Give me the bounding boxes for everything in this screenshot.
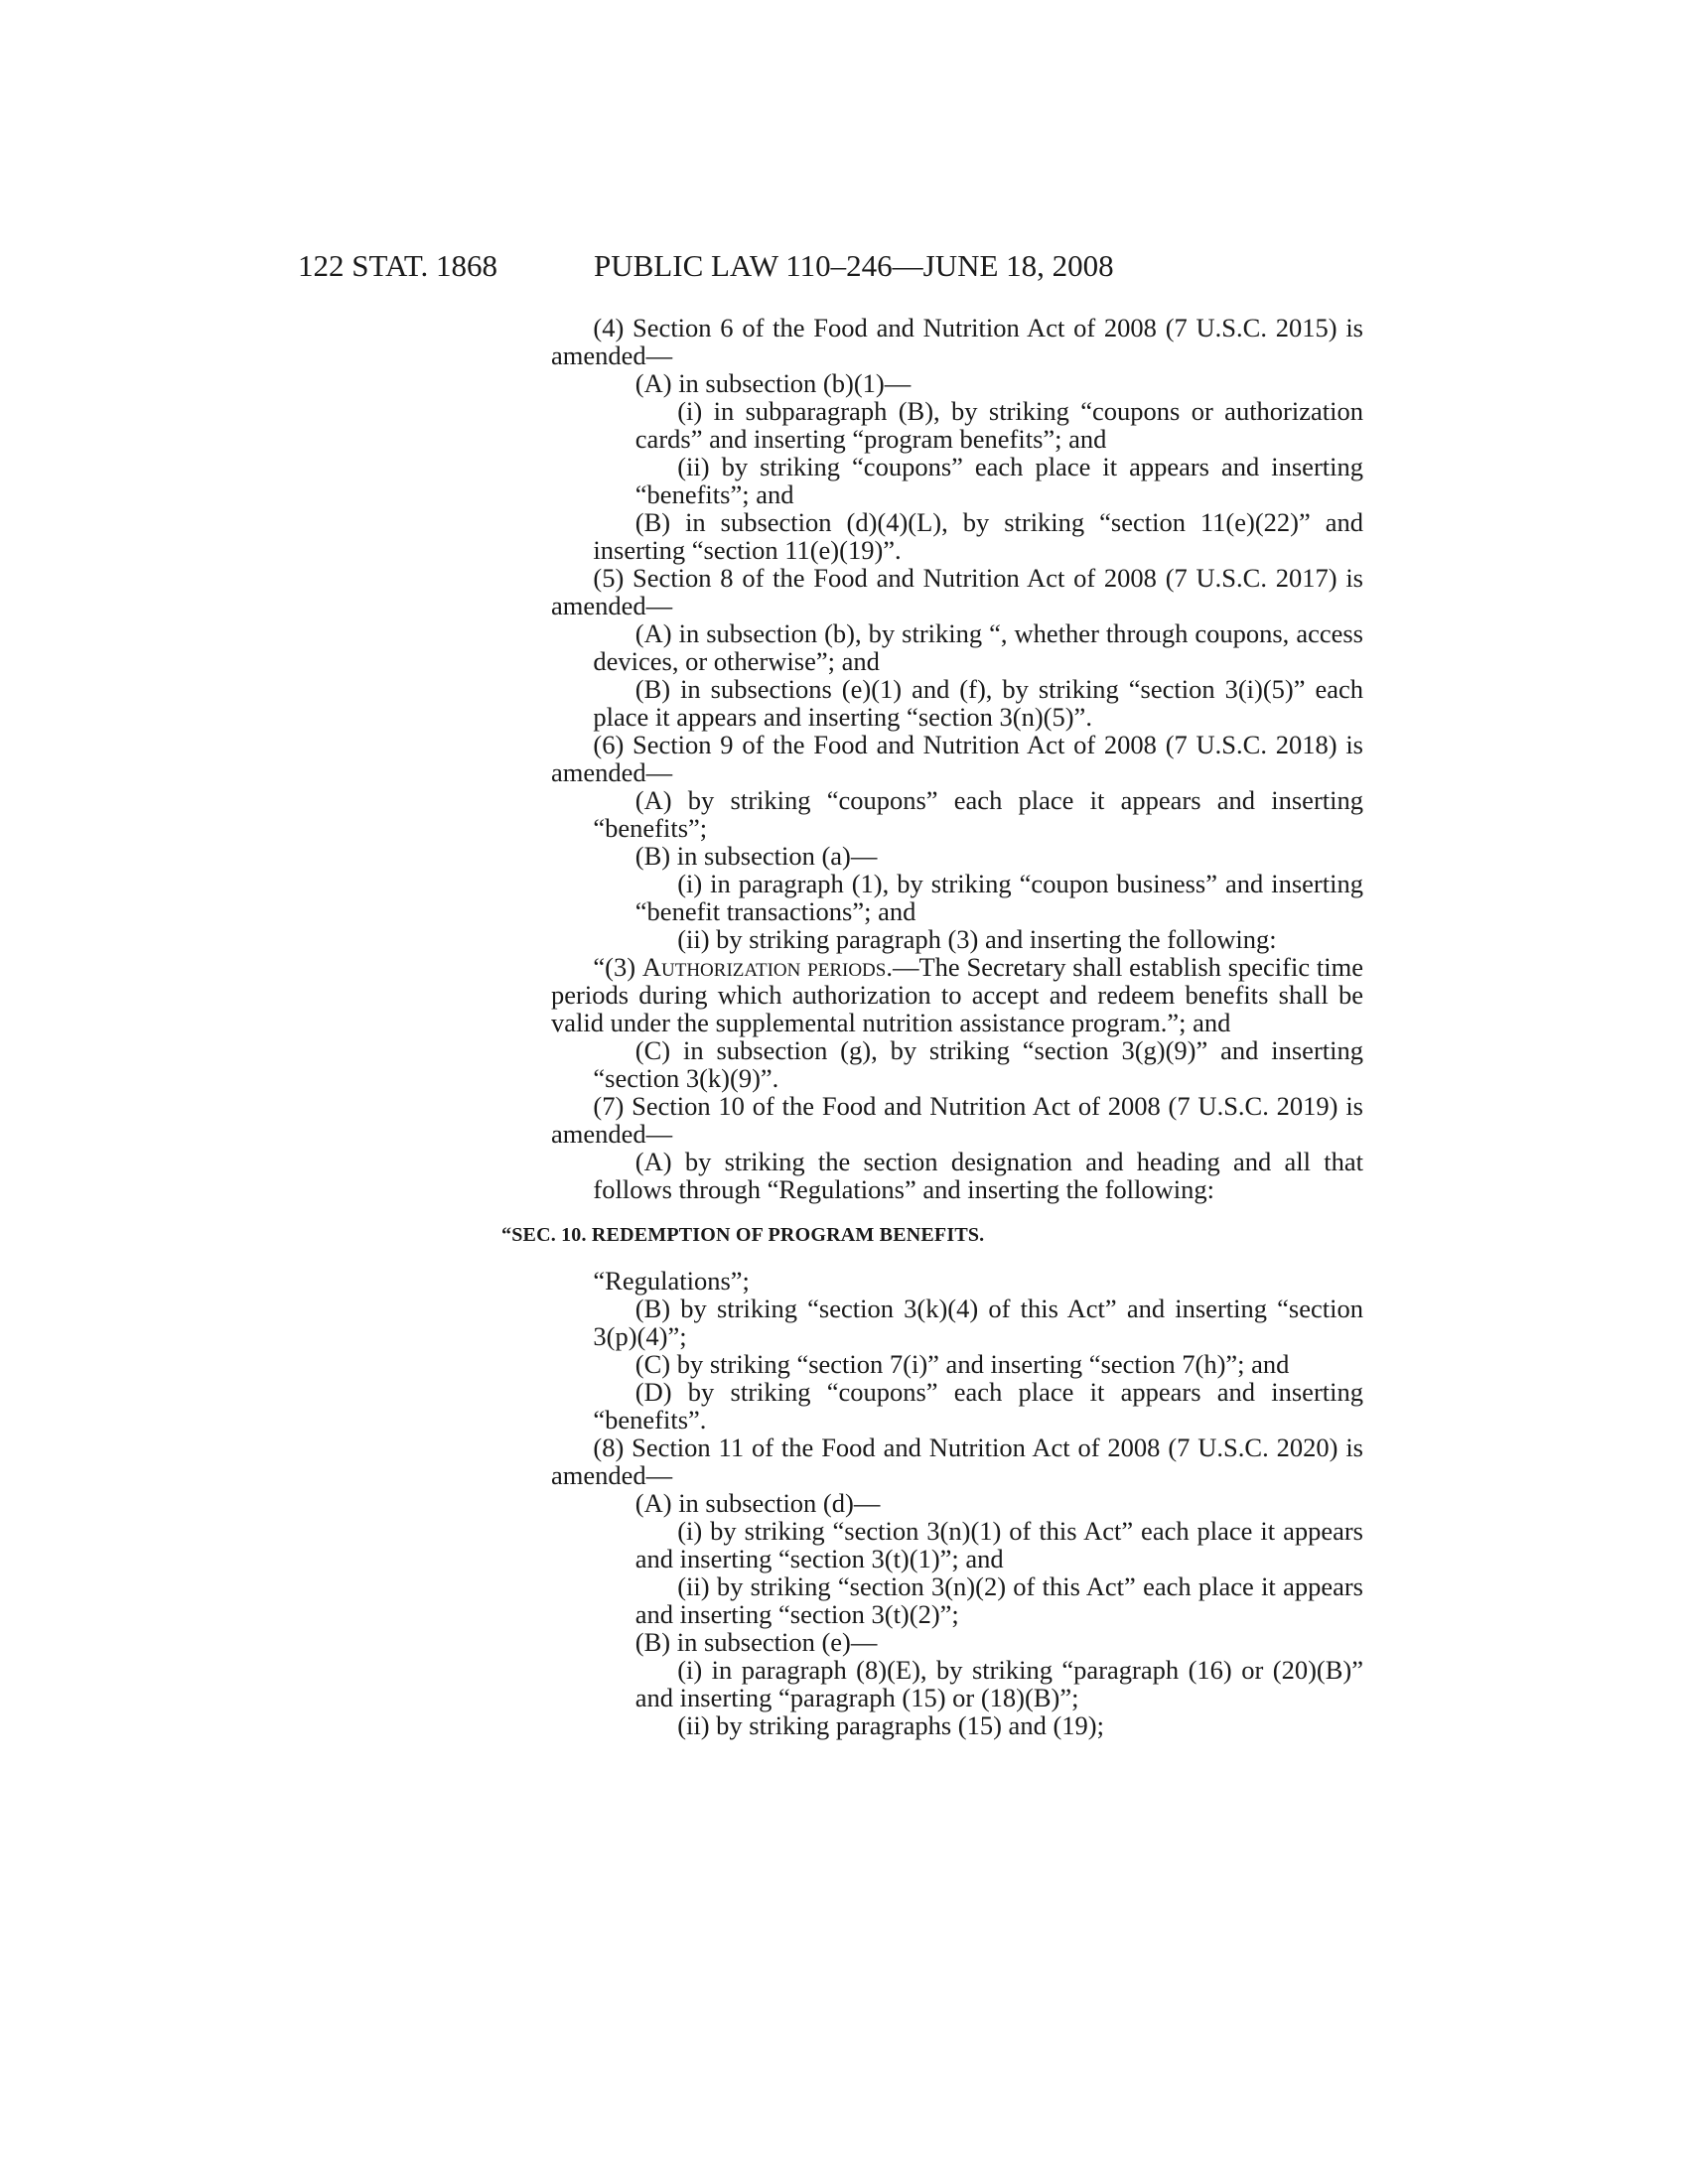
law-title: PUBLIC LAW 110–246—JUNE 18, 2008 <box>594 248 1114 283</box>
amendment-paragraph: (ii) by striking paragraphs (15) and (19); <box>677 1710 1104 1740</box>
amendment-paragraph: (6) Section 9 of the Food and Nutrition Act of 2008 (7 U.S.C. 2018) is amended— <box>551 730 1363 787</box>
amendment-paragraph: (B) in subsections (e)(1) and (f), by striking “section 3(i)(5)” each place it appears and inserting “section 3(n)(5)”. <box>593 674 1363 732</box>
amendment-text-after <box>551 1267 1363 1739</box>
amendment-paragraph: (i) in paragraph (8)(E), by striking “paragraph (16) or (20)(B)” and inserting “paragraph (15) or (18)(B)”; <box>634 1655 1363 1712</box>
stat-page-number: 122 STAT. 1868 <box>298 248 498 283</box>
section-heading: “SEC. 10. REDEMPTION OF PROGRAM BENEFITS. <box>501 1224 985 1246</box>
amendment-paragraph: (B) in subsection (d)(4)(L), by striking “section 11(e)(22)” and inserting “section 11(e)(19)”. <box>593 507 1363 565</box>
amendment-paragraph: (A) in subsection (d)— <box>634 1488 881 1518</box>
amendment-paragraph: (A) in subsection (b)(1)— <box>634 368 912 398</box>
amendment-paragraph: (ii) by striking “coupons” each place it appears and inserting “benefits”; and <box>634 452 1363 509</box>
paragraph-prefix: “(3) <box>593 952 642 982</box>
amendment-paragraph: “Regulations”; <box>593 1266 750 1296</box>
amendment-paragraph: (A) by striking the section designation and heading and all that follows through “Regulations” and inserting the following: <box>593 1147 1363 1204</box>
amendment-paragraph: (i) in paragraph (1), by striking “coupon business” and inserting “benefit transactions”; and <box>634 869 1363 926</box>
amendment-paragraph: (B) by striking “section 3(k)(4) of this Act” and inserting “section 3(p)(4)”; <box>593 1294 1363 1351</box>
amendment-paragraph: (C) by striking “section 7(i)” and inserting “section 7(h)”; and <box>634 1349 1290 1379</box>
amendment-paragraph: (8) Section 11 of the Food and Nutrition Act of 2008 (7 U.S.C. 2020) is amended— <box>551 1433 1363 1490</box>
amendment-paragraph: (D) by striking “coupons” each place it appears and inserting “benefits”. <box>593 1377 1363 1434</box>
page-header <box>298 248 1370 288</box>
amendment-paragraph: (C) in subsection (g), by striking “section 3(g)(9)” and inserting “section 3(k)(9)”. <box>593 1035 1363 1093</box>
amendment-paragraph: (4) Section 6 of the Food and Nutrition Act of 2008 (7 U.S.C. 2015) is amended— <box>551 313 1363 370</box>
amendment-paragraph <box>551 953 1363 1036</box>
amendment-paragraph: (A) in subsection (b), by striking “, whether through coupons, access devices, or otherwise”; and <box>593 618 1363 676</box>
paragraph-heading: Authorization periods <box>641 952 887 982</box>
amendment-paragraph: (i) in subparagraph (B), by striking “coupons or authorization cards” and inserting “program benefits”; and <box>634 396 1363 454</box>
amendment-paragraph: (i) by striking “section 3(n)(1) of this Act” each place it appears and inserting “section 3(t)(1)”; and <box>634 1516 1363 1573</box>
amendment-paragraph: (A) by striking “coupons” each place it appears and inserting “benefits”; <box>593 785 1363 843</box>
amendment-paragraph: (ii) by striking “section 3(n)(2) of this Act” each place it appears and inserting “section 3(t)(2)”; <box>634 1571 1363 1629</box>
amendment-text-before <box>551 314 1363 1203</box>
amendment-paragraph: (5) Section 8 of the Food and Nutrition Act of 2008 (7 U.S.C. 2017) is amended— <box>551 563 1363 620</box>
amendment-paragraph: (7) Section 10 of the Food and Nutrition Act of 2008 (7 U.S.C. 2019) is amended— <box>551 1091 1363 1149</box>
paragraph-text: .—The Secretary shall establish specific time periods during which authorization to accept and redeem benefits shall be valid under the supplemental nutrition assistance program.”; and <box>551 952 1363 1037</box>
document-body <box>501 313 1363 1740</box>
amendment-paragraph: (B) in subsection (a)— <box>634 841 878 871</box>
amendment-paragraph: (B) in subsection (e)— <box>634 1627 878 1657</box>
amendment-paragraph: (ii) by striking paragraph (3) and inserting the following: <box>677 924 1277 954</box>
